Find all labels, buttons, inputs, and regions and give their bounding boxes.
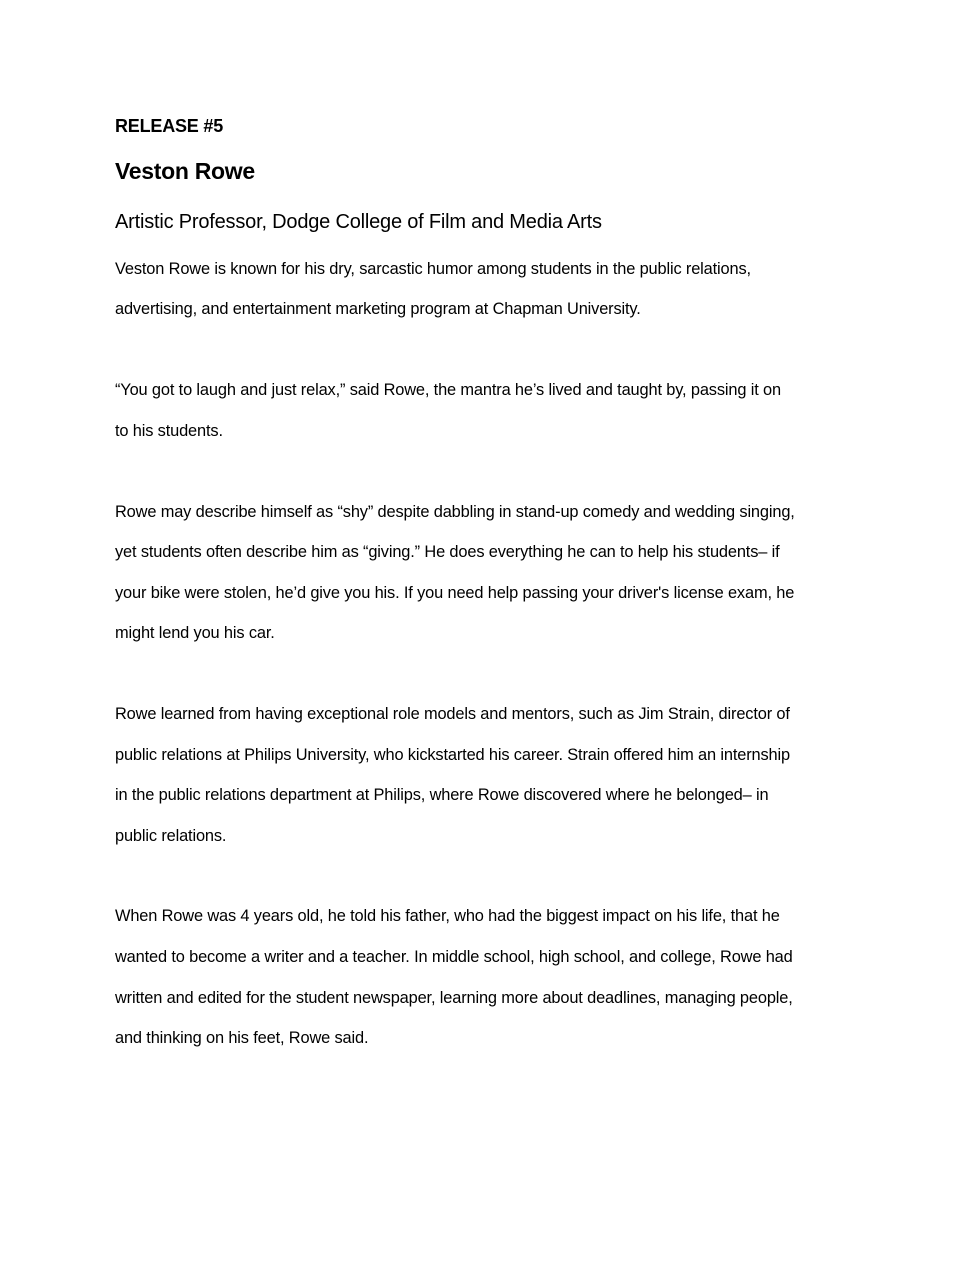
release-label: RELEASE #5 xyxy=(115,116,224,136)
text-line: public relations at Philips University, who kickstarted his career. Strain offered him an internship xyxy=(115,746,790,764)
text-line: your bike were stolen, he’d give you his. If you need help passing your driver's license exam, he xyxy=(115,584,795,602)
text-line: Rowe learned from having exceptional role models and mentors, such as Jim Strain, director of xyxy=(115,705,790,723)
text-line: might lend you his car. xyxy=(115,624,275,642)
text-line: written and edited for the student newspaper, learning more about deadlines, managing people, xyxy=(115,989,793,1007)
text-line: public relations. xyxy=(115,827,227,845)
text-line: advertising, and entertainment marketing program at Chapman University. xyxy=(115,300,641,318)
text-line: in the public relations department at Philips, where Rowe discovered where he belonged– in xyxy=(115,786,769,804)
text-line: Veston Rowe is known for his dry, sarcastic humor among students in the public relations, xyxy=(115,260,751,278)
text-line: When Rowe was 4 years old, he told his father, who had the biggest impact on his life, that he xyxy=(115,907,780,925)
text-line: “You got to laugh and just relax,” said Rowe, the mantra he’s lived and taught by, passing it on xyxy=(115,381,781,399)
text-line: wanted to become a writer and a teacher. In middle school, high school, and college, Rowe had xyxy=(115,948,793,966)
text-line: and thinking on his feet, Rowe said. xyxy=(115,1029,369,1047)
person-name-heading: Veston Rowe xyxy=(115,158,255,184)
text-line: to his students. xyxy=(115,422,223,440)
person-title-subheading: Artistic Professor, Dodge College of Film and Media Arts xyxy=(115,211,602,233)
text-line: Rowe may describe himself as “shy” despite dabbling in stand-up comedy and wedding singing, xyxy=(115,503,795,521)
text-line: yet students often describe him as “giving.” He does everything he can to help his students– if xyxy=(115,543,780,561)
